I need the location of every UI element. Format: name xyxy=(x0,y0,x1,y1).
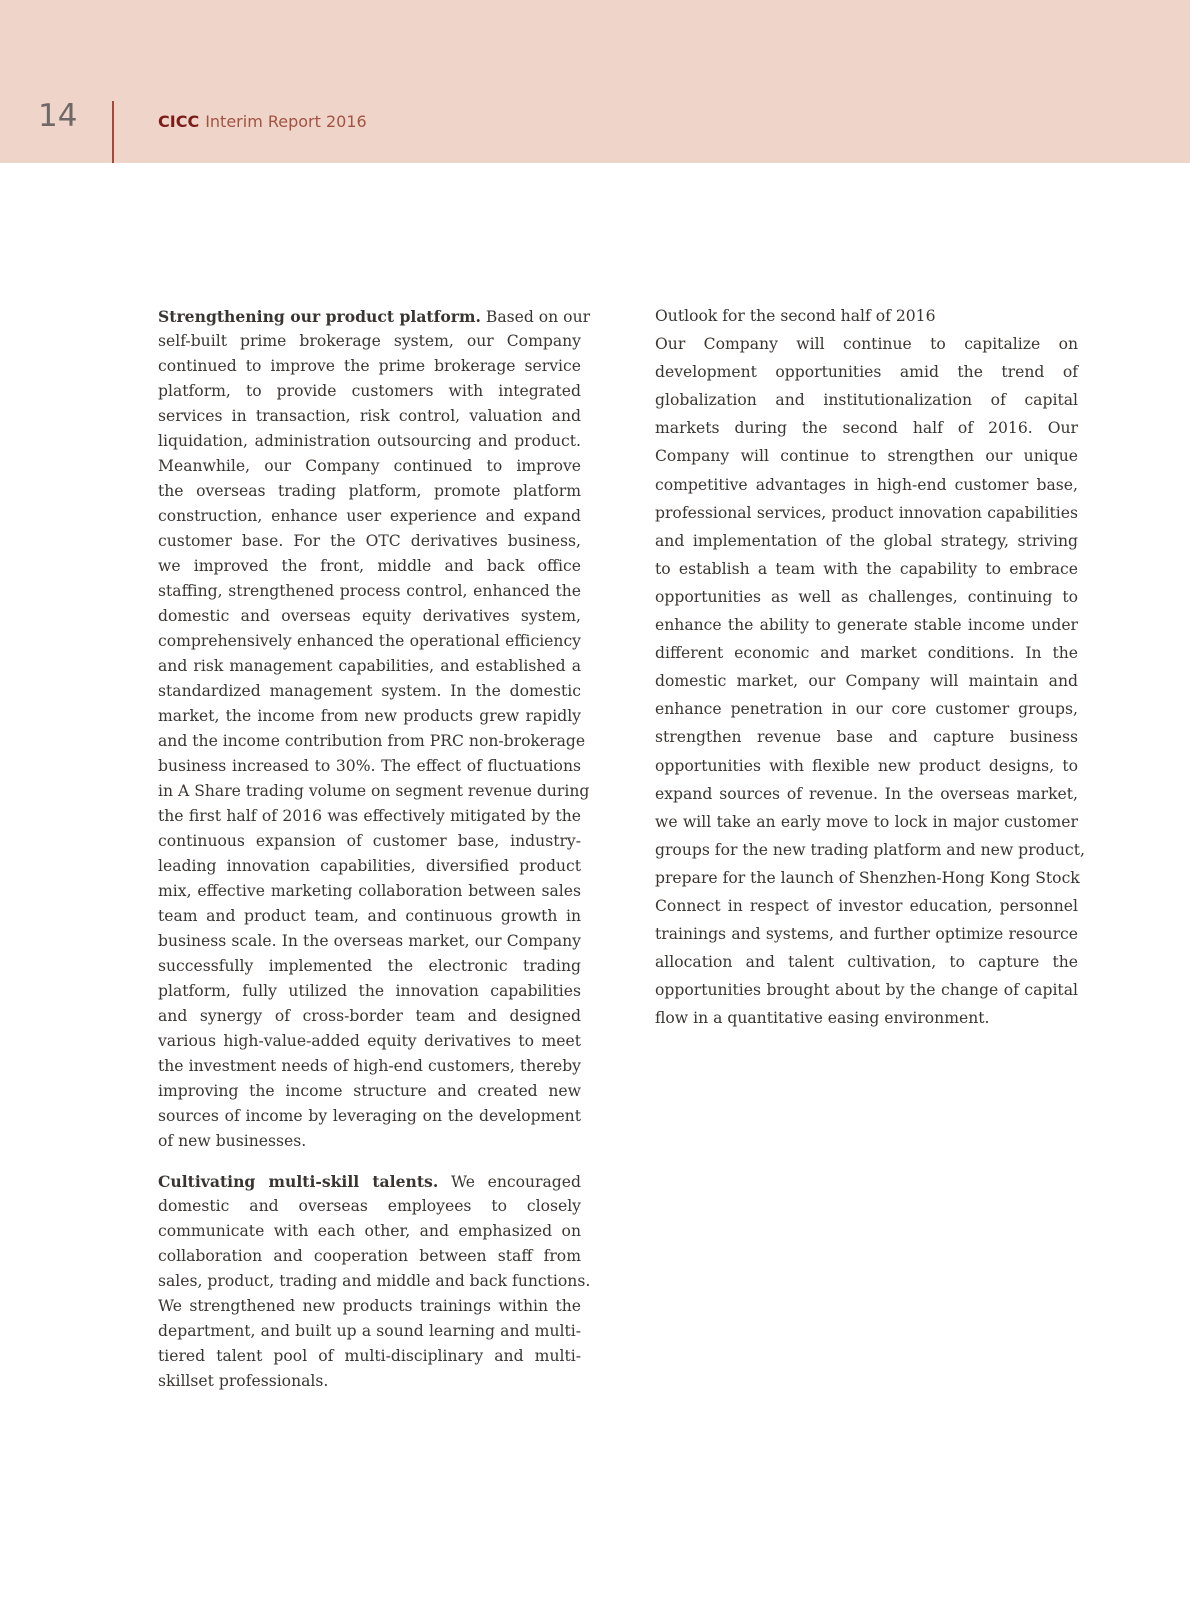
line-text: customer base. For the OTC derivatives business, xyxy=(158,532,581,550)
line-text: sources of income by leveraging on the development xyxy=(158,1107,581,1125)
text-line: Our Company will continue to capitalize on xyxy=(655,335,1078,354)
text-line: enhance the ability to generate stable income under xyxy=(655,616,1078,635)
line-text: standardized management system. In the domestic xyxy=(158,682,581,700)
text-line: allocation and talent cultivation, to capture the xyxy=(655,953,1078,972)
text-line: flow in a quantitative easing environment. xyxy=(655,1009,990,1028)
line-text: platform, fully utilized the innovation capabilities xyxy=(158,982,581,1000)
text-line xyxy=(158,1079,581,1104)
line-text: business scale. In the overseas market, our Company xyxy=(158,932,581,950)
line-text: Based on our xyxy=(480,308,591,326)
report-name: Interim Report 2016 xyxy=(205,112,367,131)
text-line xyxy=(158,1294,581,1319)
text-line xyxy=(158,1269,591,1294)
text-line: Connect in respect of investor education, personnel xyxy=(655,896,1078,915)
text-line xyxy=(158,354,581,379)
line-text: communicate with each other, and emphasized on xyxy=(158,1222,581,1240)
text-line xyxy=(158,329,581,354)
line-text: the investment needs of high-end customers, thereby xyxy=(158,1057,581,1075)
text-line: enhance penetration in our core customer groups, xyxy=(655,700,1078,719)
text-line xyxy=(158,304,591,329)
line-text: services in transaction, risk control, valuation and xyxy=(158,407,581,425)
line-text: of new businesses. xyxy=(158,1132,307,1150)
text-line: professional services, product innovation capabilities xyxy=(655,503,1078,522)
text-line xyxy=(158,954,581,979)
text-line xyxy=(158,1104,581,1129)
text-line xyxy=(158,604,581,629)
line-text: and risk management capabilities, and established a xyxy=(158,657,581,675)
text-line: prepare for the launch of Shenzhen-Hong Kong Stock xyxy=(655,868,1080,887)
text-line: opportunities with flexible new product designs, to xyxy=(655,756,1078,775)
line-text: in A Share trading volume on segment revenue during xyxy=(158,782,590,800)
text-line xyxy=(158,729,586,754)
text-line: Company will continue to strengthen our unique xyxy=(655,447,1078,466)
page-number: 14 xyxy=(38,98,78,134)
line-text: mix, effective marketing collaboration between sales xyxy=(158,882,581,900)
section-heading: Outlook for the second half of 2016 xyxy=(655,307,936,325)
line-text: domestic and overseas equity derivatives system, xyxy=(158,607,581,625)
paragraph-lead: Cultivating multi-skill talents. xyxy=(158,1172,439,1191)
outlook-section xyxy=(655,302,1085,1032)
text-line xyxy=(158,879,581,904)
header-divider xyxy=(112,101,114,163)
line-text: we improved the front, middle and back office xyxy=(158,557,581,575)
text-line xyxy=(158,1169,581,1194)
paragraph-lead: Strengthening our product platform. xyxy=(158,307,481,326)
line-text: tiered talent pool of multi-disciplinary and multi- xyxy=(158,1347,581,1365)
text-line xyxy=(158,679,581,704)
report-title xyxy=(158,112,367,131)
line-text: and the income contribution from PRC non-brokerage xyxy=(158,732,586,750)
line-text: construction, enhance user experience and expand xyxy=(158,507,581,525)
text-line xyxy=(158,854,581,879)
text-line xyxy=(158,1344,581,1369)
text-line: groups for the new trading platform and new product, xyxy=(655,840,1085,859)
text-line xyxy=(158,979,581,1004)
line-text: We encouraged xyxy=(438,1173,581,1191)
line-text: domestic and overseas employees to closely xyxy=(158,1197,581,1215)
line-text: business increased to 30%. The effect of fluctuations xyxy=(158,757,581,775)
text-line xyxy=(158,1054,581,1079)
line-text: platform, to provide customers with integrated xyxy=(158,382,581,400)
line-text: comprehensively enhanced the operational efficiency xyxy=(158,632,581,650)
text-line xyxy=(158,654,581,679)
paragraph-multi-skill-talents xyxy=(158,1169,591,1394)
text-line xyxy=(158,1219,581,1244)
text-line: domestic market, our Company will maintain and xyxy=(655,672,1078,691)
text-line xyxy=(158,529,581,554)
line-text: market, the income from new products grew rapidly xyxy=(158,707,581,725)
text-line xyxy=(158,779,590,804)
text-line xyxy=(158,1129,581,1154)
text-line xyxy=(158,1194,581,1219)
brand-logo-text: CICC xyxy=(158,112,200,131)
text-line xyxy=(158,1029,581,1054)
text-line xyxy=(158,629,581,654)
line-text: team and product team, and continuous growth in xyxy=(158,907,581,925)
line-text: improving the income structure and created new xyxy=(158,1082,581,1100)
line-text: Meanwhile, our Company continued to improve xyxy=(158,457,581,475)
paragraph-product-platform xyxy=(158,304,591,1154)
text-line xyxy=(158,429,581,454)
text-line: expand sources of revenue. In the overseas market, xyxy=(655,784,1078,803)
line-text: successfully implemented the electronic trading xyxy=(158,957,581,975)
text-line: we will take an early move to lock in major customer xyxy=(655,812,1078,831)
line-text: collaboration and cooperation between staff from xyxy=(158,1247,581,1265)
text-line xyxy=(158,1369,581,1394)
text-line xyxy=(158,1319,581,1344)
line-text: sales, product, trading and middle and back functions. xyxy=(158,1272,591,1290)
line-text: We strengthened new products trainings within the xyxy=(158,1297,581,1315)
line-text: skillset professionals. xyxy=(158,1372,329,1390)
text-line: trainings and systems, and further optimize resource xyxy=(655,925,1078,944)
line-text: staffing, strengthened process control, enhanced the xyxy=(158,582,581,600)
line-text: department, and built up a sound learning and multi- xyxy=(158,1322,581,1340)
text-line: different economic and market conditions. In the xyxy=(655,644,1078,663)
text-line xyxy=(158,504,581,529)
text-line xyxy=(158,804,581,829)
line-text: the overseas trading platform, promote platform xyxy=(158,482,581,500)
line-text: the first half of 2016 was effectively mitigated by the xyxy=(158,807,581,825)
text-line xyxy=(158,579,581,604)
line-text: self-built prime brokerage system, our Company xyxy=(158,332,581,350)
text-line xyxy=(158,379,581,404)
line-text: continuous expansion of customer base, industry- xyxy=(158,832,581,850)
text-line xyxy=(158,929,581,954)
text-line: strengthen revenue base and capture business xyxy=(655,728,1078,747)
page-header xyxy=(0,0,1190,163)
text-line xyxy=(158,1244,581,1269)
text-line: development opportunities amid the trend of xyxy=(655,363,1078,382)
text-line xyxy=(158,754,581,779)
text-line xyxy=(158,404,581,429)
line-text: liquidation, administration outsourcing and product. xyxy=(158,432,581,450)
text-line: competitive advantages in high-end customer base, xyxy=(655,475,1078,494)
line-text: and synergy of cross-border team and designed xyxy=(158,1007,581,1025)
text-line xyxy=(158,829,581,854)
text-line: and implementation of the global strategy, striving xyxy=(655,531,1078,550)
text-line xyxy=(158,454,581,479)
text-line xyxy=(158,479,581,504)
text-line: to establish a team with the capability to embrace xyxy=(655,559,1078,578)
text-line: opportunities as well as challenges, continuing to xyxy=(655,587,1078,606)
text-line xyxy=(158,704,581,729)
text-line: markets during the second half of 2016. Our xyxy=(655,419,1078,438)
text-line: globalization and institutionalization of capital xyxy=(655,391,1078,410)
text-line xyxy=(158,554,581,579)
text-line xyxy=(158,1004,581,1029)
text-line xyxy=(158,904,581,929)
line-text: continued to improve the prime brokerage service xyxy=(158,357,581,375)
line-text: leading innovation capabilities, diversified product xyxy=(158,857,581,875)
line-text: various high-value-added equity derivatives to meet xyxy=(158,1032,581,1050)
text-line: opportunities brought about by the change of capital xyxy=(655,981,1078,1000)
